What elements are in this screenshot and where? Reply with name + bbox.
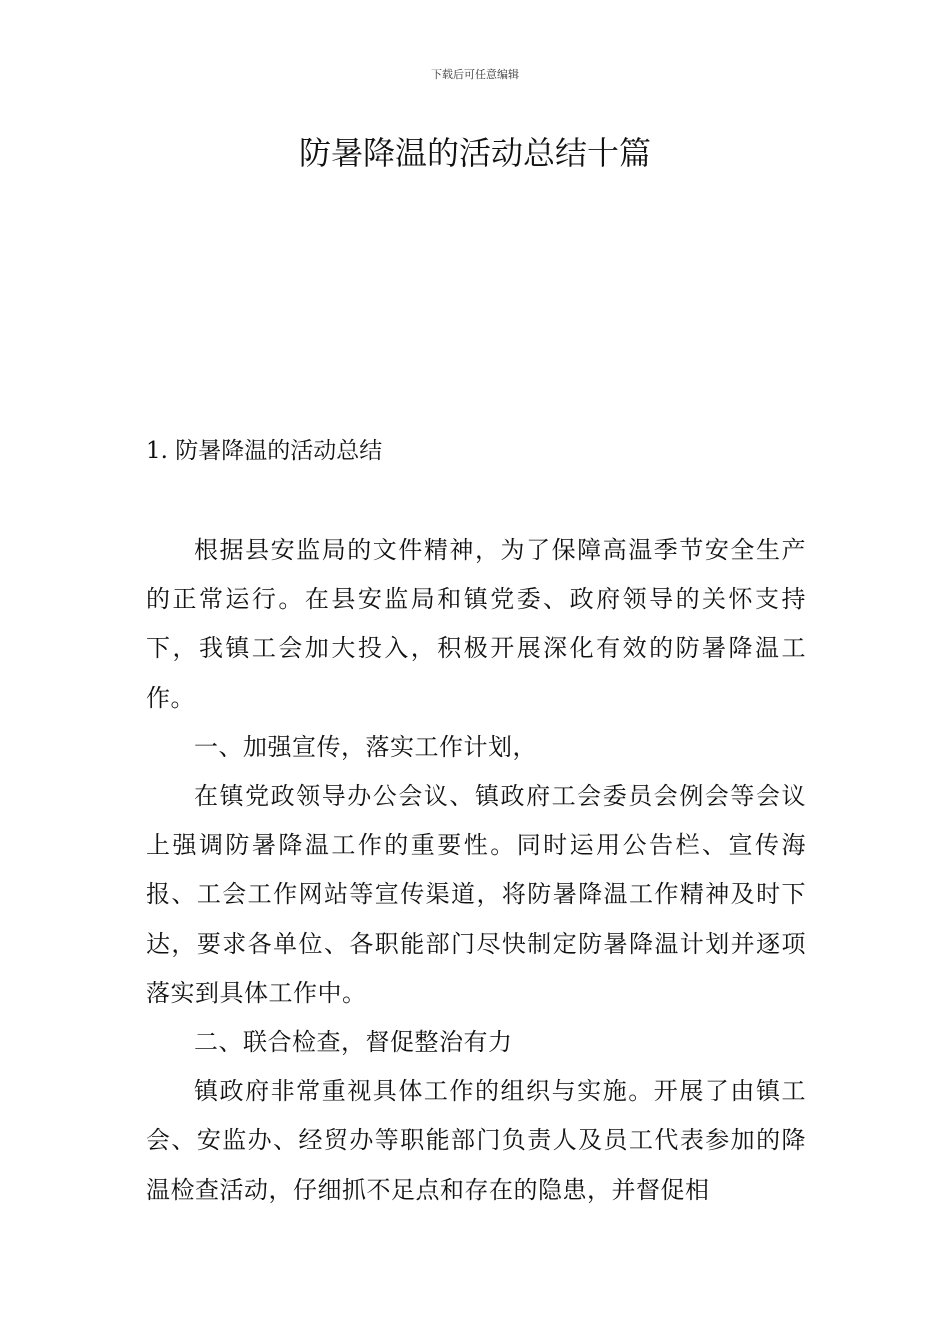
paragraph: 一、加强宣传，落实工作计划，	[194, 732, 537, 761]
header-note: 下载后可任意编辑	[431, 68, 519, 81]
document-title: 防暑降温的活动总结十篇	[298, 134, 651, 172]
body-text	[146, 526, 806, 1215]
paragraph: 二、联合检查，督促整治有力	[194, 1028, 513, 1057]
paragraph: 根据县安监局的文件精神，为了保障高温季节安全生产的正常运行。在县安监局和镇党委、政府领导的关怀支持下，我镇工会加大投入，积极开展深化有效的防暑降温工作。	[146, 536, 806, 712]
paragraph: 镇政府非常重视具体工作的组织与实施。开展了由镇工会、安监办、经贸办等职能部门负责人及员工代表参加的降温检查活动，仔细抓不足点和存在的隐患，并督促相	[146, 1077, 806, 1204]
paragraph: 在镇党政领导办公会议、镇政府工会委员会例会等会议上强调防暑降温工作的重要性。同时运用公告栏、宣传海报、工会工作网站等宣传渠道，将防暑降温工作精神及时下达，要求各单位、各职能部门尽快制定防暑降温计划并逐项落实到具体工作中。	[146, 782, 806, 1007]
section-heading: 1. 防暑降温的活动总结	[146, 438, 383, 464]
